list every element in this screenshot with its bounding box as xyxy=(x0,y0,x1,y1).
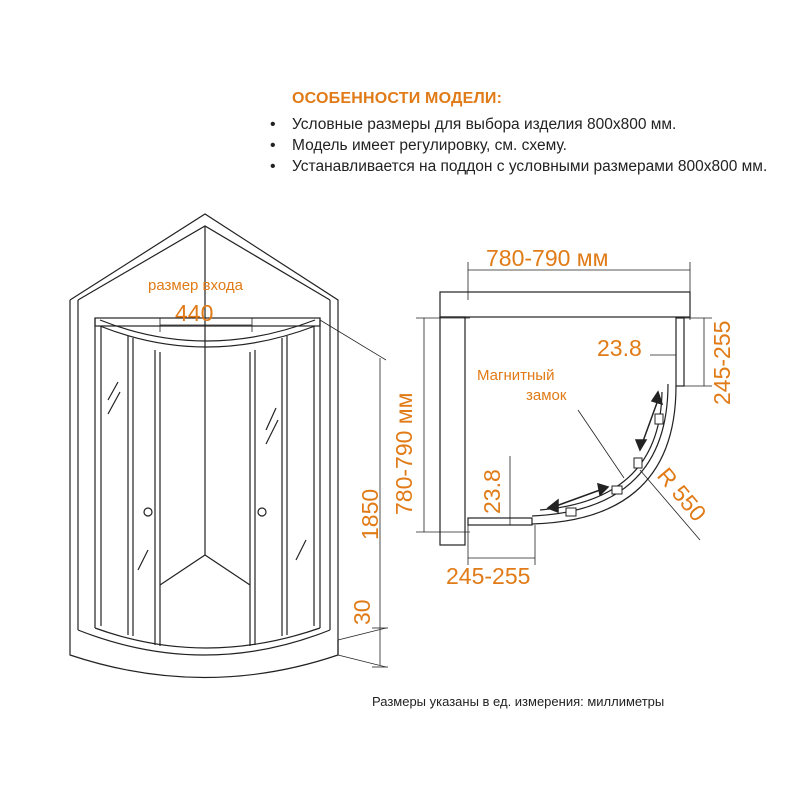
width-left-value: 780-790 мм xyxy=(391,392,417,515)
tray-top-edge xyxy=(78,630,330,655)
floor-corner xyxy=(160,555,250,585)
arrow-head-icon xyxy=(548,500,558,512)
lock-label-line2: замок xyxy=(526,387,567,404)
entrance-label: размер входа xyxy=(148,277,243,294)
glass-reflection xyxy=(296,540,306,560)
offset-bottom-value: 245-255 xyxy=(446,563,531,589)
features-title: ОСОБЕННОСТИ МОДЕЛИ: xyxy=(292,90,503,107)
roller xyxy=(612,486,622,494)
handle-left-icon xyxy=(144,508,152,516)
glass-reflection xyxy=(138,550,148,570)
height-extension-bottom xyxy=(338,655,386,667)
handle-right-icon xyxy=(258,508,266,516)
roller xyxy=(634,458,642,468)
width-top-value: 780-790 мм xyxy=(486,245,609,271)
feature-item: • Устанавливается на поддон с условными размерами 800х800 мм. xyxy=(292,156,780,177)
left-wall xyxy=(440,317,465,545)
units-note: Размеры указаны в ед. измерения: миллиметры xyxy=(372,694,665,709)
tray-outline xyxy=(70,640,338,678)
bottom-fixed-panel xyxy=(468,518,532,525)
roller xyxy=(655,414,663,424)
glass-reflection xyxy=(266,420,278,444)
plan-details xyxy=(566,414,663,516)
gap-top-value: 23.8 xyxy=(597,335,642,361)
feature-item: • Условные размеры для выбора изделия 800х800 мм. xyxy=(292,114,780,135)
gap-left-value: 23.8 xyxy=(479,469,505,514)
top-wall xyxy=(440,292,690,317)
entrance-width-value: 440 xyxy=(175,300,214,326)
radius-value: R 550 xyxy=(652,462,712,527)
tray-height-value: 30 xyxy=(349,599,375,625)
plan-view xyxy=(440,292,690,545)
roller xyxy=(566,508,576,516)
glass-reflection xyxy=(108,392,120,414)
top-arc xyxy=(100,326,315,347)
plan-dimensions xyxy=(416,262,712,565)
height-total-value: 1850 xyxy=(357,488,383,540)
arrow-head-icon xyxy=(598,484,608,495)
height-extension-mid xyxy=(338,628,386,640)
arrow-head-icon xyxy=(652,392,662,404)
offset-right-value: 245-255 xyxy=(709,320,735,405)
arrow-head-icon xyxy=(636,440,646,450)
lock-leader xyxy=(578,410,624,478)
lock-label-line1: Магнитный xyxy=(477,367,555,384)
feature-item: • Модель имеет регулировку, см. схему. xyxy=(292,135,780,156)
right-fixed-panel xyxy=(676,318,684,386)
